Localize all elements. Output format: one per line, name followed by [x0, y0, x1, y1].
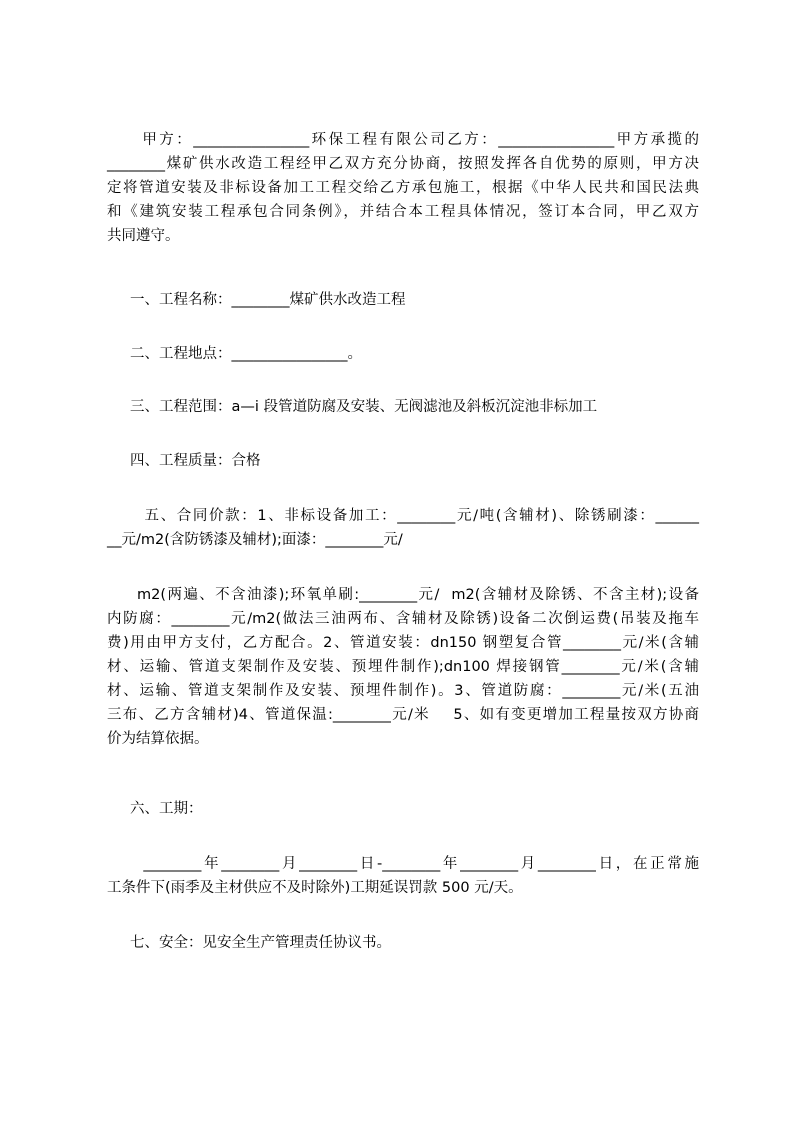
duration-line-1: ________年________月________日-________年________月________日，在正常施 [107, 856, 699, 872]
project-name-line: 一、工程名称：________煤矿供水改造工程 [107, 292, 406, 308]
section-contract-price [107, 504, 699, 552]
price-line-1: 五、合同价款：1、非标设备加工：________元/吨(含辅材)、除锈刷漆：______ [107, 508, 699, 524]
section-project-name [107, 288, 699, 312]
intro-line-5: 共同遵守。 [107, 228, 180, 244]
price-detail-line-2: 内防腐：________元/m2(做法三油两布、含辅材及除锈)设备二次倒运费(吊装及拖车 [107, 611, 699, 627]
intro-line-4: 和《建筑安装工程承包合同条例》，并结合本工程具体情况，签订本合同，甲乙双方 [107, 204, 699, 220]
duration-line-2: 工条件下(雨季及主材供应不及时除外)工期延误罚款 500 元/天。 [107, 880, 523, 896]
safety-line: 七、安全：见安全生产管理责任协议书。 [107, 935, 392, 951]
price-detail-line-1: m2(两遍、不含油漆);环氧单刷:________元/ m2(含辅材及除锈、不含主材);设备 [107, 587, 699, 603]
section-project-location [107, 342, 699, 366]
section-project-scope [107, 395, 699, 419]
intro-paragraph [107, 128, 699, 248]
price-detail-line-5: 材、运输、管道支架制作及安装、预埋件制作)。3、管道防腐：________元/米(五油 [107, 683, 699, 699]
intro-line-3: 定将管道安装及非标设备加工工程交给乙方承包施工，根据《中华人民共和国民法典 [107, 180, 699, 196]
price-detail-line-4: 材、运输、管道支架制作及安装、预埋件制作);dn100 焊接钢管________元/米(含辅 [107, 659, 699, 675]
duration-heading-line: 六、工期： [107, 801, 203, 817]
price-detail-line-6: 三布、乙方含辅材)4、管道保温:________元/米 5、如有变更增加工程量按双方协商 [107, 707, 699, 723]
section-safety [107, 931, 699, 955]
section-duration [107, 852, 699, 900]
price-line-2: __元/m2(含防锈漆及辅材);面漆：________元/ [107, 532, 403, 548]
section-duration-heading [107, 797, 699, 821]
price-detail-line-7: 价为结算依据。 [107, 731, 209, 747]
project-location-line: 二、工程地点：________________。 [107, 346, 363, 362]
section-project-quality [107, 449, 699, 473]
project-quality-line: 四、工程质量：合格 [107, 453, 261, 469]
project-scope-line: 三、工程范围：a—i 段管道防腐及安装、无阀滤池及斜板沉淀池非标加工 [107, 399, 598, 415]
intro-line-2: ________煤矿供水改造工程经甲乙双方充分协商，按照发挥各自优势的原则，甲方决 [107, 156, 699, 172]
intro-line-1: 甲方：________________环保工程有限公司乙方：________________甲方承揽的 [107, 132, 699, 148]
price-detail-line-3: 费)用由甲方支付，乙方配合。2、管道安装：dn150 钢塑复合管________元/米(含辅 [107, 635, 699, 651]
section-contract-price-continued [107, 583, 699, 751]
